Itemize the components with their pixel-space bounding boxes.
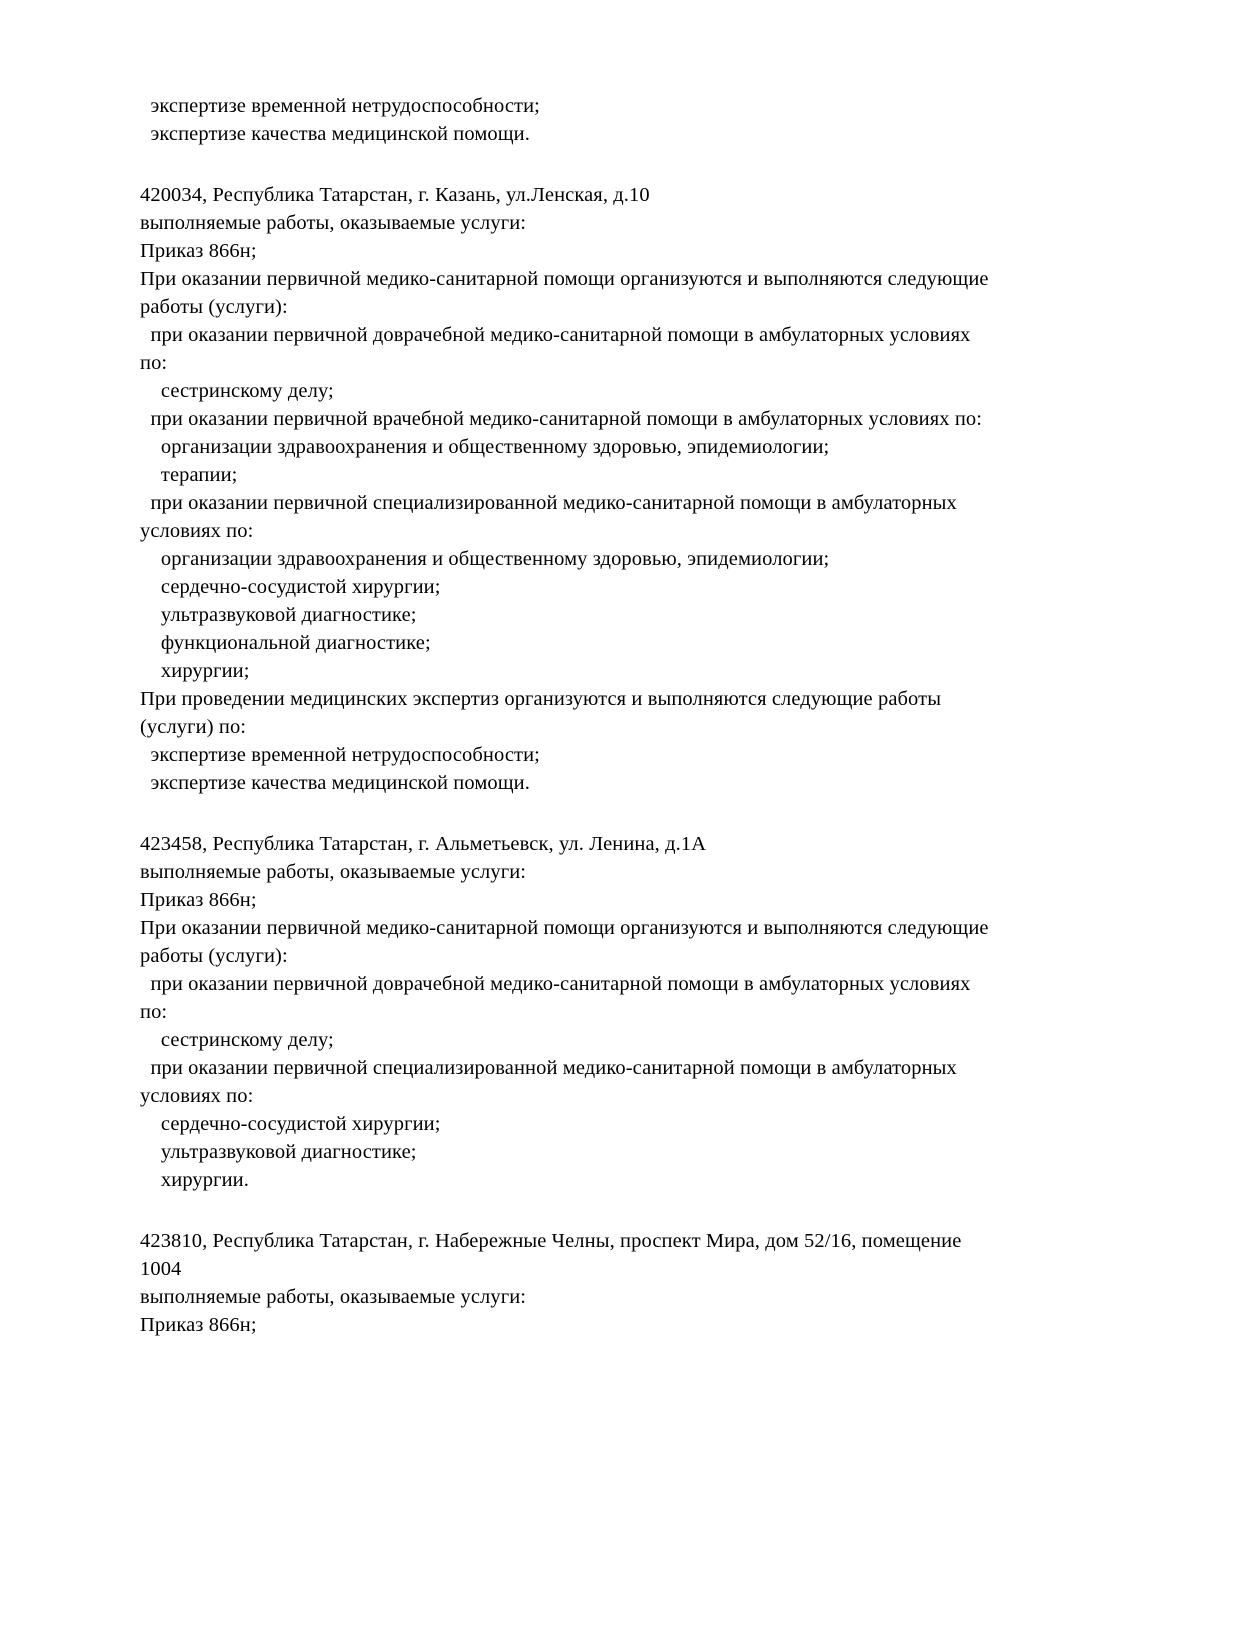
text-line: выполняемые работы, оказываемые услуги: <box>140 861 527 883</box>
text-line: организации здравоохранения и общественному здоровью, эпидемиологии; <box>140 548 830 570</box>
text-line: сердечно-сосудистой хирургии; <box>140 1113 441 1135</box>
text-line: Приказ 866н; <box>140 889 257 911</box>
text-line: терапии; <box>140 464 238 486</box>
text-line: (услуги) по: <box>140 716 247 738</box>
text-line: при оказании первичной доврачебной медико-санитарной помощи в амбулаторных условиях <box>140 973 971 995</box>
text-line: ультразвуковой диагностике; <box>140 604 417 626</box>
text-line: при оказании первичной врачебной медико-санитарной помощи в амбулаторных условиях по: <box>140 408 983 430</box>
text-line: хирургии. <box>140 1169 249 1191</box>
text-line: экспертизе качества медицинской помощи. <box>140 123 530 145</box>
text-line: выполняемые работы, оказываемые услуги: <box>140 212 527 234</box>
text-line: выполняемые работы, оказываемые услуги: <box>140 1286 527 1308</box>
text-line: сестринскому делу; <box>140 380 334 402</box>
text-line: условиях по: <box>140 1085 254 1107</box>
text-line: при оказании первичной доврачебной медико-санитарной помощи в амбулаторных условиях <box>140 324 971 346</box>
text-line: при оказании первичной специализированной медико-санитарной помощи в амбулаторных <box>140 492 957 514</box>
text-line: экспертизе временной нетрудоспособности; <box>140 95 540 117</box>
text-line: сердечно-сосудистой хирургии; <box>140 576 441 598</box>
text-line: ультразвуковой диагностике; <box>140 1141 417 1163</box>
blank-line <box>140 148 1130 181</box>
text-line: по: <box>140 352 168 374</box>
text-line: 420034, Республика Татарстан, г. Казань, ул.Ленская, д.10 <box>140 184 650 206</box>
text-line: 423458, Республика Татарстан, г. Альметьевск, ул. Ленина, д.1А <box>140 833 707 855</box>
text-line: работы (услуги): <box>140 296 288 318</box>
text-line: по: <box>140 1001 168 1023</box>
blank-line <box>140 1194 1130 1227</box>
text-line: экспертизе временной нетрудоспособности; <box>140 744 540 766</box>
text-line: организации здравоохранения и общественному здоровью, эпидемиологии; <box>140 436 830 458</box>
text-line: условиях по: <box>140 520 254 542</box>
text-line: хирургии; <box>140 660 250 682</box>
text-line: 423810, Республика Татарстан, г. Набережные Челны, проспект Мира, дом 52/16, помещение <box>140 1230 962 1252</box>
text-line: функциональной диагностике; <box>140 632 431 654</box>
text-line: 1004 <box>140 1258 182 1280</box>
document-text <box>140 92 1130 1339</box>
text-line: При проведении медицинских экспертиз организуются и выполняются следующие работы <box>140 688 942 710</box>
text-line: Приказ 866н; <box>140 1314 257 1336</box>
text-line: При оказании первичной медико-санитарной помощи организуются и выполняются следующие <box>140 917 989 939</box>
blank-line <box>140 797 1130 830</box>
text-line: экспертизе качества медицинской помощи. <box>140 772 530 794</box>
text-line: сестринскому делу; <box>140 1029 334 1051</box>
text-line: Приказ 866н; <box>140 240 257 262</box>
text-line: работы (услуги): <box>140 945 288 967</box>
text-line: При оказании первичной медико-санитарной помощи организуются и выполняются следующие <box>140 268 989 290</box>
text-line: при оказании первичной специализированной медико-санитарной помощи в амбулаторных <box>140 1057 957 1079</box>
